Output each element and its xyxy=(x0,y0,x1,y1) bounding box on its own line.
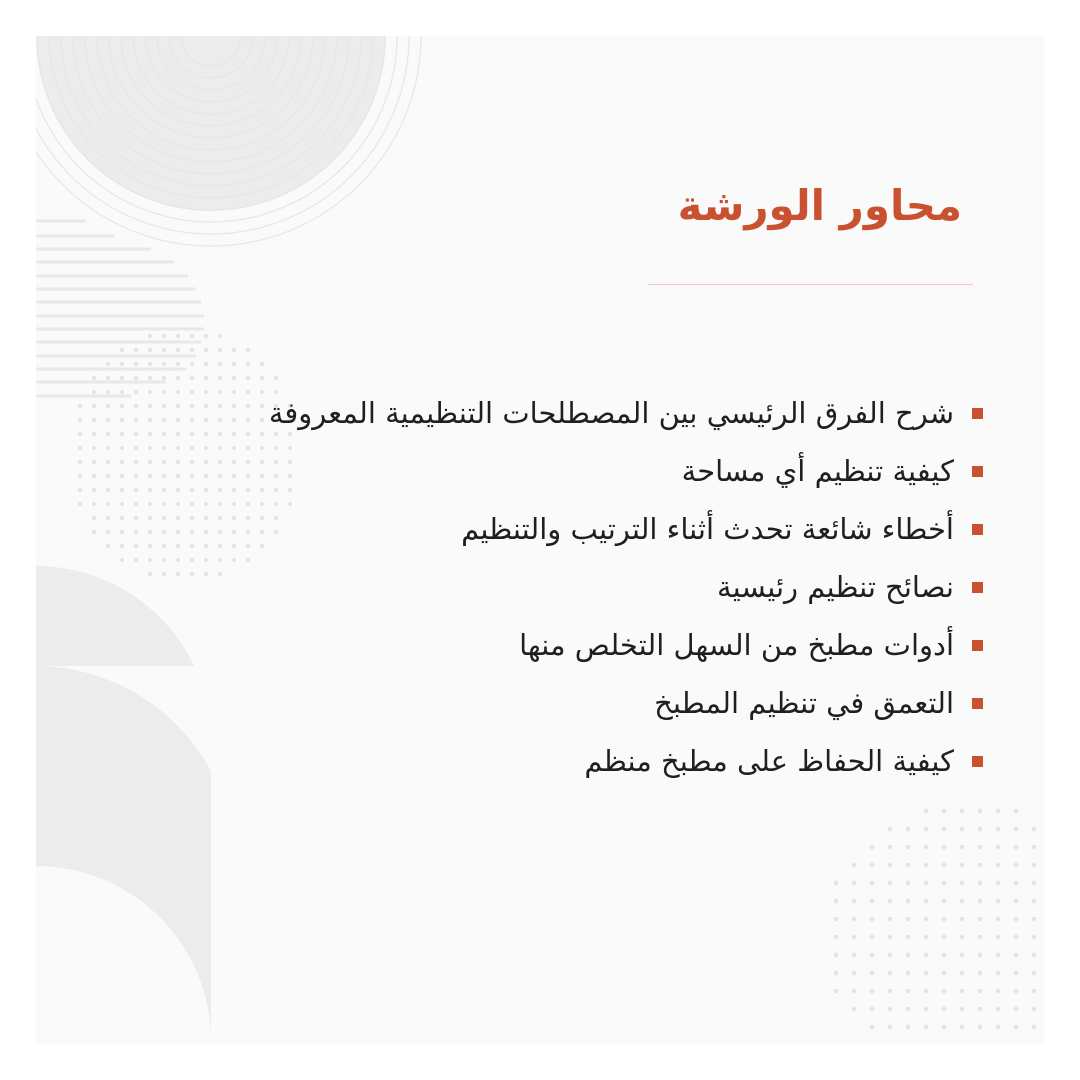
list-item xyxy=(269,500,983,558)
title-divider xyxy=(648,284,973,285)
square-bullet-icon xyxy=(972,756,983,767)
point-text: كيفية تنظيم أي مساحة xyxy=(681,454,954,488)
point-text: نصائح تنظيم رئيسية xyxy=(717,570,954,604)
list-item xyxy=(269,442,983,500)
list-item xyxy=(269,384,983,442)
point-text: شرح الفرق الرئيسي بين المصطلحات التنظيمية المعروفة xyxy=(268,396,954,430)
dot-grid-right xyxy=(834,809,1037,1030)
square-bullet-icon xyxy=(972,466,983,477)
workshop-points-list xyxy=(269,384,983,790)
list-item xyxy=(269,732,983,790)
point-text: كيفية الحفاظ على مطبخ منظم xyxy=(584,744,954,778)
point-text: التعمق في تنظيم المطبخ xyxy=(654,686,954,720)
square-bullet-icon xyxy=(972,524,983,535)
square-bullet-icon xyxy=(972,640,983,651)
square-bullet-icon xyxy=(972,698,983,709)
point-text: أخطاء شائعة تحدث أثناء الترتيب والتنظيم xyxy=(461,512,954,546)
square-bullet-icon xyxy=(972,582,983,593)
list-item xyxy=(269,558,983,616)
list-item xyxy=(269,674,983,732)
horizontal-stripes xyxy=(36,221,204,396)
square-bullet-icon xyxy=(972,408,983,419)
content-card xyxy=(36,36,1044,1044)
workshop-title: محاور الورشة xyxy=(677,181,962,230)
list-item xyxy=(269,616,983,674)
point-text: أدوات مطبخ من السهل التخلص منها xyxy=(519,628,954,662)
